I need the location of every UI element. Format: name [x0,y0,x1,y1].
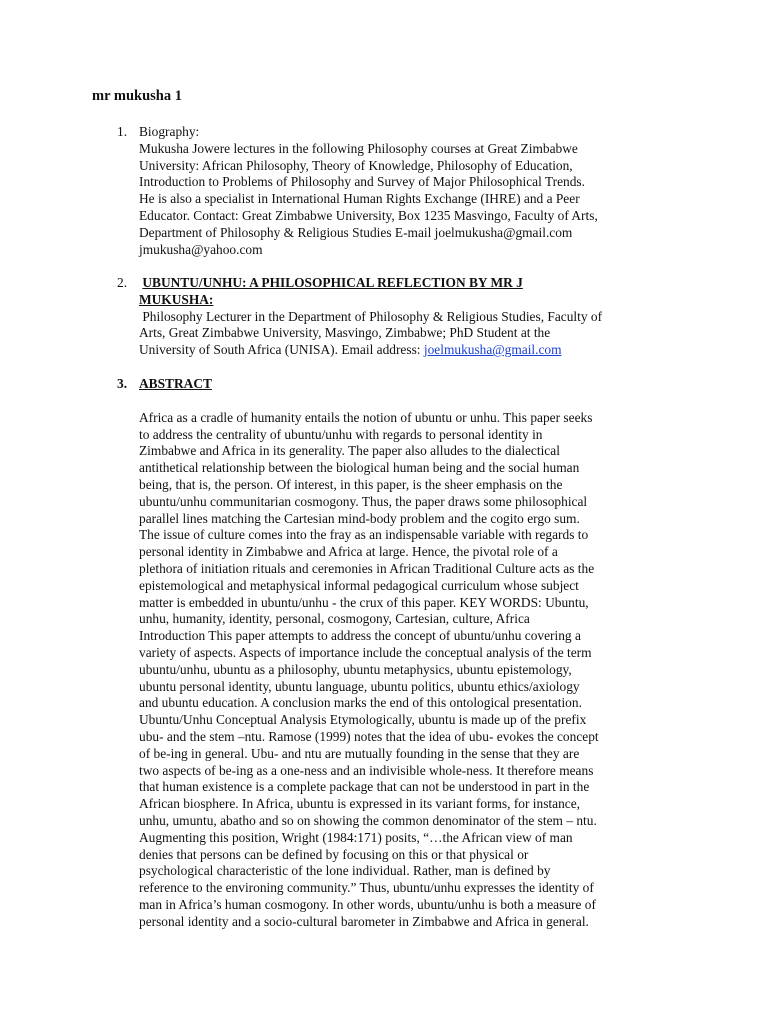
abstract-line: two aspects of be-ing as a one-ness and an indivisible whole-ness. It therefore means [139,762,594,778]
abstract-line: variety of aspects. Aspects of importance include the conceptual analysis of the term [139,644,592,660]
abstract-line: of be-ing in general. Ubu- and ntu are mutually founding in the sense that they are [139,745,580,761]
abstract-line: parallel lines matching the Cartesian mind-body problem and the cogito ergo sum. [139,510,580,526]
abstract-heading: ABSTRACT [139,376,212,391]
biography-line: Mukusha Jowere lectures in the following Philosophy courses at Great Zimbabwe [139,140,578,156]
biography-line: University: African Philosophy, Theory of Knowledge, Philosophy of Education, [139,157,573,173]
affiliation-line: Arts, Great Zimbabwe University, Masvingo, Zimbabwe; PhD Student at the [139,325,551,341]
document-title: mr mukusha 1 [92,88,182,104]
paper-title-body [139,275,682,359]
abstract-line: psychological characteristic of the lone individual. Rather, man is defined by [139,863,551,879]
biography-line: Educator. Contact: Great Zimbabwe University, Box 1235 Masvingo, Faculty of Arts, [139,207,598,223]
biography-line: Department of Philosophy & Religious Studies E-mail joelmukusha@gmail.com [139,224,573,240]
paper-title-heading-line2 [139,292,682,309]
abstract-line: and ubuntu education. A conclusion marks the end of this ontological presentation. [139,695,582,711]
paper-title-line: UBUNTU/UNHU: A PHILOSOPHICAL REFLECTION BY MR J [142,275,523,290]
paper-title-line: MUKUSHA: [139,291,214,307]
affiliation-text: University of South Africa (UNISA). Email address: [139,342,424,358]
abstract-line: to address the centrality of ubuntu/unhu with regards to personal identity in [139,426,543,442]
list-item-paper-title [117,275,682,359]
abstract-line: plethora of initiation rituals and ceremonies in African Traditional Culture acts as the [139,560,595,576]
abstract-line: matter is embedded in ubuntu/unhu - the crux of this paper. KEY WORDS: Ubuntu, [139,594,589,610]
biography-body [139,124,682,258]
biography-line: Introduction to Problems of Philosophy and Survey of Major Philosophical Trends. [139,174,585,190]
list-item-abstract [117,376,682,931]
paper-title-heading [139,275,682,292]
abstract-line: that human existence is a complete package that can not be understood in part in the [139,779,590,795]
affiliation-line: Philosophy Lecturer in the Department of Philosophy & Religious Studies, Faculty of [142,308,603,324]
list-number: 2. [117,275,128,290]
abstract-line: unhu, umuntu, abatho and so on showing the common denominator of the stem – ntu. [139,812,597,828]
biography-line: jmukusha@yahoo.com [139,241,263,257]
abstract-line: unhu, humanity, identity, personal, cosmogony, Cartesian, culture, Africa [139,611,530,627]
abstract-line: ubu- and the stem –ntu. Ramose (1999) notes that the idea of ubu- evokes the concept [139,728,599,744]
abstract-line: Africa as a cradle of humanity entails the notion of ubuntu or unhu. This paper seeks [139,409,593,425]
biography-heading: Biography: [139,124,200,139]
biography-line: He is also a specialist in International Human Rights Exchange (IHRE) and a Peer [139,191,580,207]
abstract-line: African biosphere. In Africa, ubuntu is expressed in its variant forms, for instance, [139,796,581,812]
affiliation-line [139,342,682,359]
abstract-line: Zimbabwe and Africa in its generality. The paper also alludes to the dialectical [139,443,560,459]
list-item-biography [117,124,682,258]
abstract-line: Ubuntu/Unhu Conceptual Analysis Etymologically, ubuntu is made up of the prefix [139,712,587,728]
abstract-line: ubuntu/unhu communitarian cosmogony. Thus, the paper draws some philosophical [139,493,588,509]
abstract-line: ubuntu personal identity, ubuntu language, ubuntu politics, ubuntu ethics/axiology [139,678,580,694]
abstract-line: being, that is, the person. Of interest, in this paper, is the sheer emphasis on the [139,476,563,492]
abstract-text [139,410,682,931]
abstract-line: Introduction This paper attempts to address the concept of ubuntu/unhu covering a [139,628,581,644]
abstract-line: denies that persons can be defined by focusing on this or that physical or [139,846,529,862]
abstract-line: antithetical relationship between the biological human being and the social human [139,460,580,476]
abstract-line: The issue of culture comes into the fray as an indispensable variable with regards to [139,527,589,543]
abstract-line: ubuntu/unhu, ubuntu as a philosophy, ubuntu metaphysics, ubuntu epistemology, [139,661,572,677]
abstract-line: reference to the environing community.” Thus, ubuntu/unhu expresses the identity of [139,880,594,896]
list-number: 3. [117,376,128,391]
abstract-line: personal identity in Zimbabwe and Africa at large. Hence, the pivotal role of a [139,544,558,560]
abstract-line: personal identity and a socio-cultural barometer in Zimbabwe and Africa in general. [139,913,589,929]
abstract-line: epistemological and metaphysical informal pedagogical curriculum whose subject [139,577,579,593]
abstract-body [139,376,682,931]
list-number: 1. [117,124,128,139]
abstract-line: Augmenting this position, Wright (1984:171) posits, “…the African view of man [139,829,573,845]
abstract-line: man in Africa’s human cosmogony. In other words, ubuntu/unhu is both a measure of [139,896,596,912]
email-link[interactable]: joelmukusha@gmail.com [423,342,562,358]
